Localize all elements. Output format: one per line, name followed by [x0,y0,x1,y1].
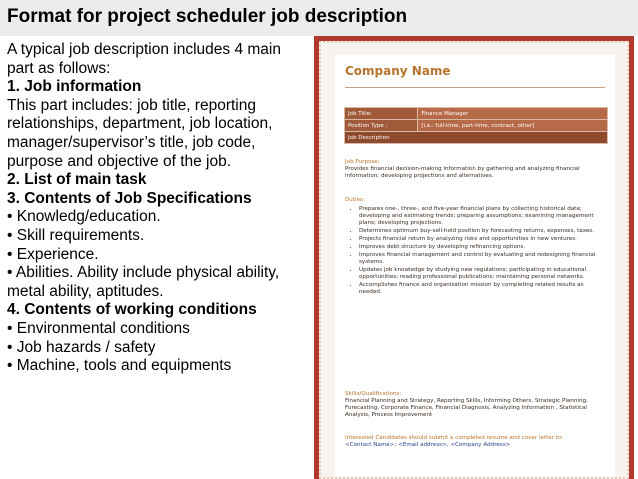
list-item: • Improves financial management and control by evaluating and redesigning financial systems. [359,252,607,266]
skills-label: Skills/Qualifications: [345,391,402,397]
document-page [335,55,615,477]
bullet-item: • Environmental conditions [7,319,190,337]
bullet-item: • Job hazards / safety [7,338,156,356]
bullet-item: • Abilities. Ability include physical ability, metal ability, aptitudes. [7,264,280,300]
table-row [345,108,608,120]
list-item: • Prepares one-, three-, and five-year financial plans by collecting historical data; developing and estimating trends; preparing assumptions; examining management plans; developing projections. [359,206,607,227]
intro-text: A typical job description includes 4 main part as follows: [7,41,281,77]
duties-section [345,197,607,297]
table-row [345,120,608,132]
job-purpose-label: Job Purpose: [345,159,380,165]
skills-text: Financial Planning and Strategy, Reporting Skills, Informing Others, Strategic Planning, Forecasting, Corporate Finance, Financial Diagnosis, Analyzing Information , Statistical Analysis, Process Improvement [345,398,588,418]
section-heading-2: 2. List of main task [7,171,147,189]
skills-section [345,391,607,419]
table-cell: [i.e.: full-time, part-time, contract, other] [418,120,608,132]
duties-label: Duties: [345,197,365,203]
decorative-border [319,41,629,479]
bullet-item: • Machine, tools and equipments [7,357,232,375]
company-name: Company Name [345,64,451,78]
job-description-document-image [314,36,634,479]
table-cell: Finance Manager [418,108,608,120]
bullet-item: • Experience. [7,245,99,263]
section-heading-3: 3. Contents of Job Specifications [7,189,252,207]
section-heading-1: 1. Job information [7,78,142,96]
job-purpose-text: Provides financial decision-making information by gathering and analyzing financial information; developing projections and alternatives. [345,166,580,179]
table-cell: Job Description [345,132,608,144]
header-divider [345,87,605,88]
job-info-table [344,107,608,144]
list-item: • Projects financial return by analyzing risks and opportunities in new ventures. [359,236,607,243]
left-text-column [7,41,303,376]
list-item: • Determines optimum buy-sell-hold position by forecasting returns, expenses, taxes. [359,228,607,235]
closing-text: Interested Candidates should submit a completed resume and cover letter to: [345,435,564,441]
contact-text: <Contact Name>; <Email address>, <Company Address> [345,442,511,448]
section-text-1: This part includes: job title, reporting relationships, department, job location, manager/supervisor’s title, job code, purpose and objective of the job. [7,96,273,170]
bullet-item: • Skill requirements. [7,226,145,244]
table-cell: Position Type : [345,120,418,132]
job-purpose-section [345,159,607,180]
list-item: • Improves debt structure by developing refinancing options. [359,244,607,251]
table-row [345,132,608,144]
duties-list [345,206,607,296]
list-item: • Updates job knowledge by studying new regulations; participating in educational opportunities; reading professional publications; maintaining personal networks. [359,267,607,281]
section-heading-4: 4. Contents of working conditions [7,301,257,319]
closing-section [345,435,607,449]
slide-title: Format for project scheduler job description [7,6,408,27]
table-cell: Job Title: [345,108,418,120]
bullet-item: • Knowledg/education. [7,208,161,226]
list-item: • Accomplishes finance and organization mission by completing related results as needed. [359,282,607,296]
